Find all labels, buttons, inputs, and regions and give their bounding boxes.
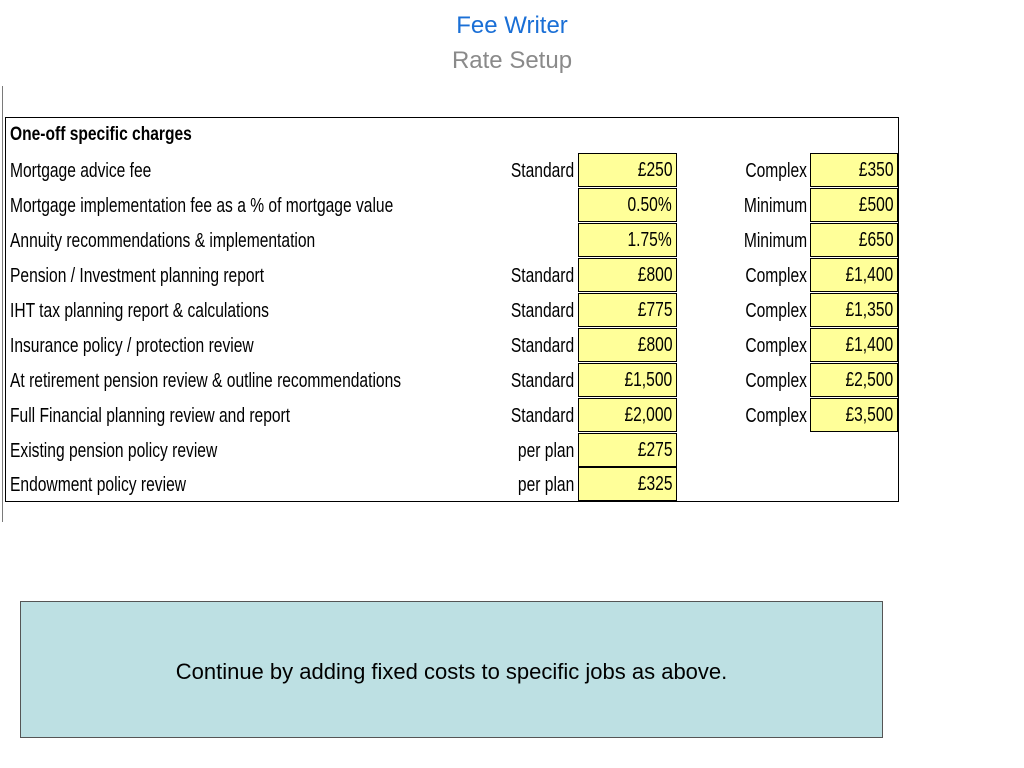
rate-qualifier: Standard (510, 335, 574, 357)
left-divider (2, 86, 3, 522)
instruction-text: Continue by adding fixed costs to specific jobs as above. (175, 659, 728, 684)
instruction-callout (20, 601, 883, 738)
secondary-qualifier: Complex (745, 160, 807, 182)
rate-qualifier: Standard (510, 160, 574, 182)
rate-input-cell[interactable]: 0.50% (578, 188, 677, 222)
secondary-rate-cell[interactable]: £650 (810, 223, 898, 257)
table-row (6, 433, 898, 468)
row-label: Existing pension policy review (10, 440, 218, 462)
table-row (6, 398, 898, 433)
secondary-rate-cell[interactable]: £3,500 (810, 398, 898, 432)
secondary-qualifier: Complex (745, 300, 807, 322)
table-row (6, 467, 898, 502)
rate-input-cell[interactable]: £800 (578, 258, 677, 292)
rate-qualifier: Standard (510, 370, 574, 392)
secondary-rate-cell[interactable]: £2,500 (810, 363, 898, 397)
rate-input-cell[interactable]: £2,000 (578, 398, 677, 432)
secondary-rate-cell[interactable]: £350 (810, 153, 898, 187)
rate-qualifier: per plan (517, 474, 574, 496)
rate-input-cell[interactable]: £775 (578, 293, 677, 327)
secondary-qualifier: Minimum (743, 195, 807, 217)
row-label: Pension / Investment planning report (10, 265, 265, 287)
secondary-qualifier: Complex (745, 370, 807, 392)
table-row (6, 328, 898, 363)
rate-input-cell[interactable]: £250 (578, 153, 677, 187)
rate-input-cell[interactable]: 1.75% (578, 223, 677, 257)
row-label: Mortgage implementation fee as a % of mortgage value (10, 195, 394, 217)
row-label: Full Financial planning review and report (10, 405, 291, 427)
secondary-qualifier: Complex (745, 335, 807, 357)
rate-table (5, 117, 899, 502)
table-row (6, 223, 898, 258)
row-label: Annuity recommendations & implementation (10, 230, 316, 252)
secondary-rate-cell[interactable]: £500 (810, 188, 898, 222)
rate-input-cell[interactable]: £800 (578, 328, 677, 362)
rate-input-cell[interactable]: £275 (578, 433, 677, 467)
table-row (6, 363, 898, 398)
secondary-rate-cell[interactable]: £1,400 (810, 258, 898, 292)
secondary-rate-cell[interactable]: £1,350 (810, 293, 898, 327)
table-row (6, 188, 898, 223)
row-label: At retirement pension review & outline recommendations (10, 370, 402, 392)
rate-qualifier: per plan (517, 440, 574, 462)
row-label: Mortgage advice fee (10, 160, 152, 182)
rate-input-cell[interactable]: £1,500 (578, 363, 677, 397)
table-row (6, 293, 898, 328)
row-label: Insurance policy / protection review (10, 335, 254, 357)
table-heading: One-off specific charges (10, 124, 192, 145)
rate-qualifier: Standard (510, 300, 574, 322)
app-title: Fee Writer (456, 12, 568, 39)
table-row (6, 258, 898, 293)
secondary-qualifier: Minimum (743, 230, 807, 252)
secondary-rate-cell[interactable]: £1,400 (810, 328, 898, 362)
secondary-qualifier: Complex (745, 265, 807, 287)
rate-input-cell[interactable]: £325 (578, 467, 677, 501)
page-subtitle: Rate Setup (451, 47, 573, 74)
row-label: Endowment policy review (10, 474, 187, 496)
table-row (6, 153, 898, 188)
row-label: IHT tax planning report & calculations (10, 300, 269, 322)
rate-qualifier: Standard (510, 405, 574, 427)
rate-qualifier: Standard (510, 265, 574, 287)
secondary-qualifier: Complex (745, 405, 807, 427)
